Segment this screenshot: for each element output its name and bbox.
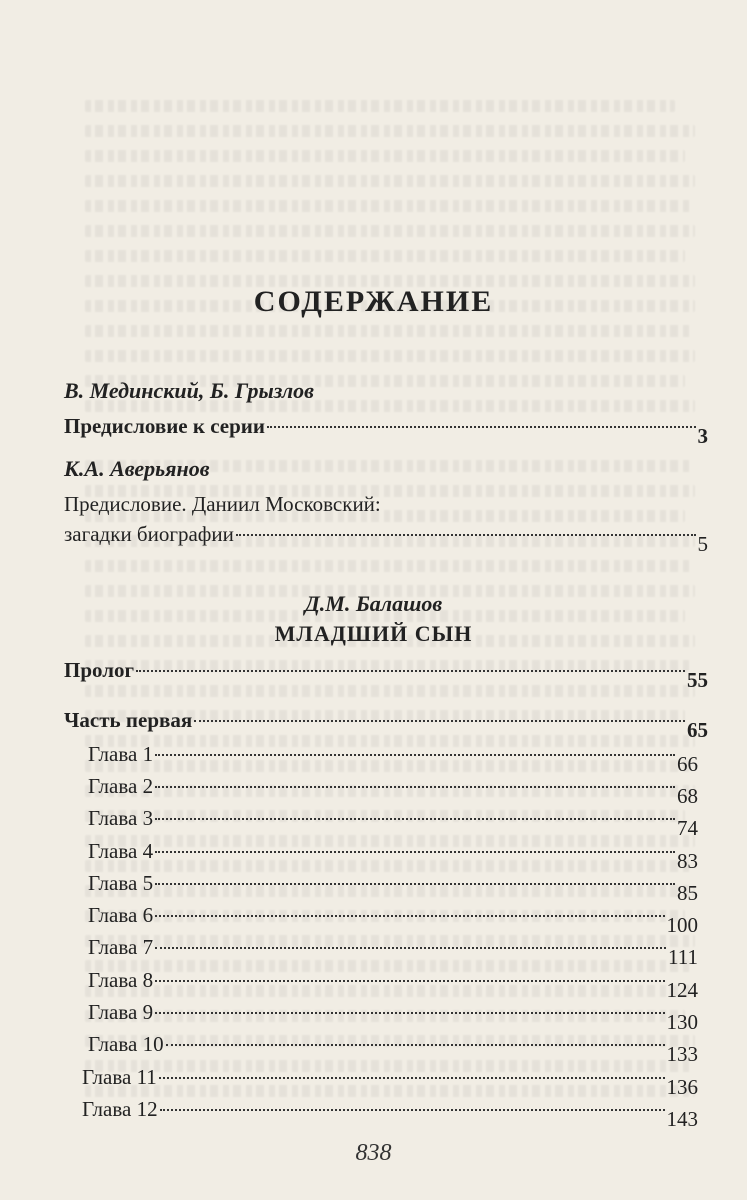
toc-entry-page: 65 [687,718,708,742]
toc-entry-page: 100 [666,913,698,937]
toc-entry[interactable] [64,413,708,448]
dot-leader [155,851,675,853]
dot-leader [155,818,675,820]
novel-author: Д.М. Балашов [304,591,443,616]
toc-chapter[interactable] [82,1064,698,1099]
toc-entry-page: 66 [677,752,698,776]
toc-entry-page: 83 [677,849,698,873]
dot-leader [194,720,685,722]
dot-leader [267,426,696,428]
toc-entry-page: 133 [666,1042,698,1066]
toc-entry-label: Глава 9 [88,1000,154,1024]
section-author: В. Мединский, Б. Грызлов [64,378,314,403]
dot-leader [155,883,675,885]
toc-entry-label: Глава 12 [82,1097,158,1121]
toc-chapter[interactable] [88,870,698,905]
toc-entry-page: 143 [666,1107,698,1131]
toc-entry-page: 5 [697,532,708,556]
toc-entry-label: Глава 1 [88,742,154,766]
toc-entry[interactable] [64,521,708,556]
toc-chapter[interactable] [88,934,698,969]
toc-entry-label: Глава 4 [88,839,154,863]
dot-leader [155,915,664,917]
toc-chapter[interactable] [88,967,698,1002]
toc-entry-page: 130 [666,1010,698,1034]
toc-entry-label: Часть первая [64,708,193,732]
dot-leader [155,754,675,756]
dot-leader [155,980,664,982]
toc-entry-label: Глава 8 [88,968,154,992]
toc-entry-label: Глава 7 [88,935,154,959]
toc-entry-label: Глава 5 [88,871,154,895]
toc-entry-label: Предисловие к серии [64,414,265,438]
toc-entry-part[interactable] [64,707,708,742]
dot-leader [236,534,696,536]
toc-chapter[interactable] [88,805,698,840]
toc-entry-label: Глава 6 [88,903,154,927]
novel-title: МЛАДШИЙ СЫН [274,621,473,646]
dot-leader [160,1109,665,1111]
dot-leader [136,670,685,672]
toc-entry-label: Глава 10 [88,1032,164,1056]
toc-entry-label: Пролог [64,658,135,682]
toc-chapter[interactable] [88,773,698,808]
dot-leader [166,1044,665,1046]
dot-leader [159,1077,665,1079]
toc-entry-prologue[interactable] [64,657,708,692]
toc-entry-page: 111 [668,945,698,969]
toc-chapter[interactable] [88,1031,698,1066]
page-number: 838 [355,1140,392,1166]
dot-leader [155,1012,664,1014]
toc-chapter[interactable] [88,999,698,1034]
toc-entry-page: 124 [666,978,698,1002]
toc-entry-page: 68 [677,784,698,808]
toc-chapter[interactable] [82,1096,698,1131]
toc-entry-label: загадки биографии [64,522,234,546]
toc-chapter[interactable] [88,902,698,937]
contents-heading: СОДЕРЖАНИЕ [253,285,494,318]
dot-leader [155,786,675,788]
toc-entry-label: Глава 3 [88,806,154,830]
toc-entry-page: 74 [677,816,698,840]
toc-entry-label-line: Предисловие. Даниил Московский: [64,492,381,516]
toc-entry-label: Глава 11 [82,1065,157,1089]
section-author: К.А. Аверьянов [64,456,210,481]
toc-entry-page: 85 [677,881,698,905]
toc-chapter[interactable] [88,838,698,873]
dot-leader [155,947,666,949]
toc-entry-label: Глава 2 [88,774,154,798]
toc-entry-page: 3 [697,424,708,448]
toc-entry-page: 55 [687,668,708,692]
toc-entry-page: 136 [666,1075,698,1099]
toc-chapter[interactable] [88,741,698,776]
